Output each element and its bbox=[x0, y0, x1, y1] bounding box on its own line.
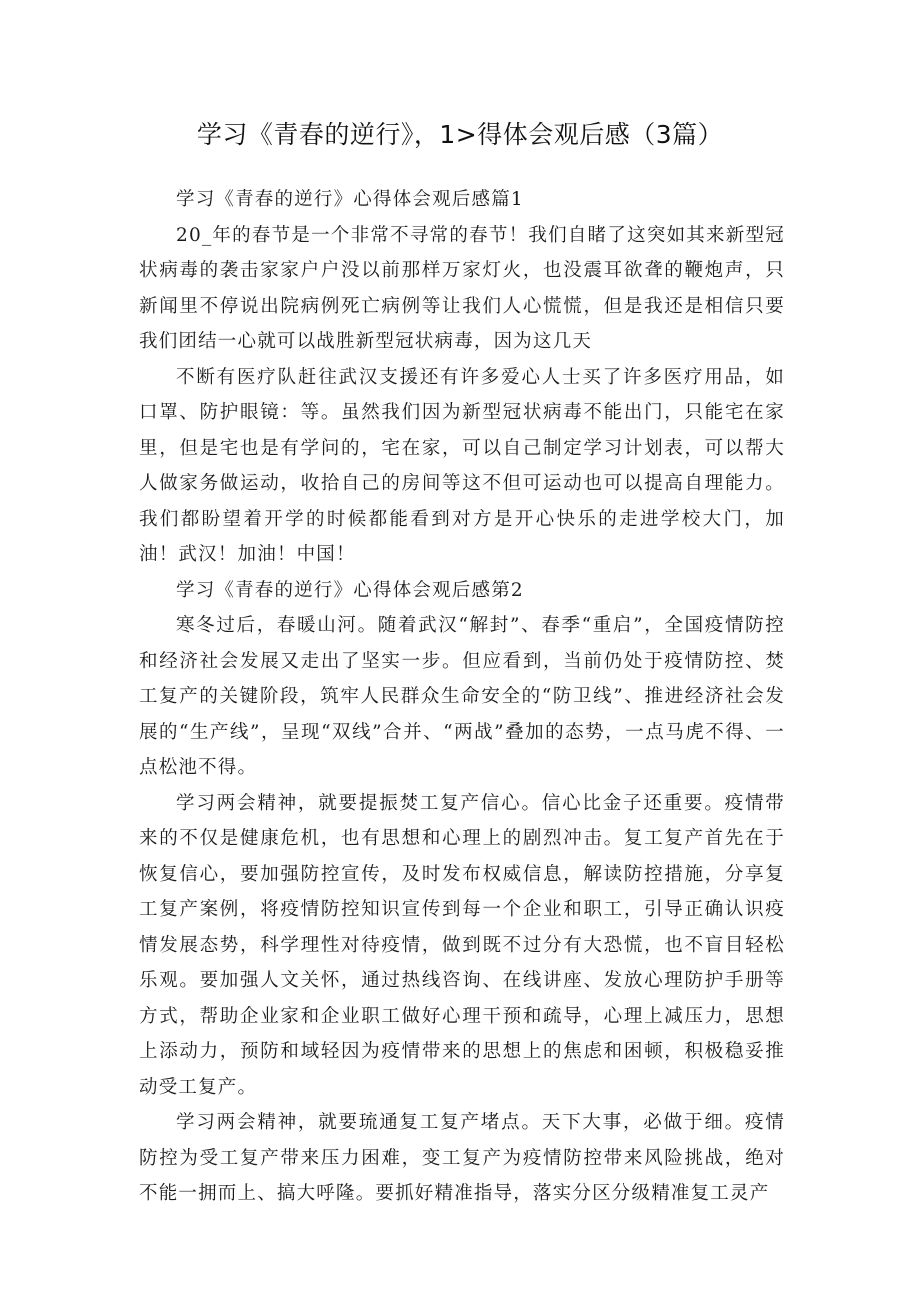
body-paragraph: 学习两会精神，就要琉通复工复产堵点。天下大事，必做于细。疫情防控为受工复产带来压力困难，变工复产为疫情防控带来风险挑战，绝对不能一拥而上、搞大呼隆。要抓好精准指导，落实分区分级精准复工灵产 bbox=[139, 1112, 785, 1204]
body-paragraph: 不断有医疗队赶往武汉支援还有许多爱心人士买了许多医疗用品，如口罩、防护眼镜：等。虽然我们因为新型冠状病毒不能出门，只能宅在家里，但是宅也是有学问的，宅在家，可以自己制定学习计划表，可以帮大人做家务做运动，收拾自己的房间等这不但可运动也可以提高自理能力。我们都盼望着开学的时候都能看到对方是开心快乐的走进学校大门，加油！武汉！加油！中国！ bbox=[139, 366, 785, 565]
section-heading-2: 学习《青春的逆行》心得体会观后感第2 bbox=[176, 579, 524, 601]
document-body bbox=[139, 182, 785, 1212]
body-paragraph: 寒冬过后，春暖山河。随着武汉“解封”、春季“重启”，全国疫情防控和经济社会发展又走出了坚实一步。但应看到，当前仍处于疫情防控、焚工复产的关键阶段，筑牢人民群众生命安全的“防卫线”、推进经济社会发展的“生产线”，呈现“双线”合并、“两战”叠加的态势，一点马虎不得、一点松池不得。 bbox=[139, 615, 785, 778]
body-paragraph: 20_年的春节是一个非常不寻常的春节！我们自睹了这突如其来新型冠状病毒的袭击家家户户没以前那样万家灯火，也没震耳欲聋的鞭炮声，只新闻里不停说出院病例死亡病例等让我们人心慌慌，但是我还是相信只要我们团结一心就可以战胜新型冠状病毒，因为这几天 bbox=[139, 224, 785, 352]
document-title: 学习《青春的逆行》，1>得体会观后感（3篇） bbox=[196, 120, 724, 149]
section-heading-1: 学习《青春的逆行》心得体会观后感篇1 bbox=[176, 189, 524, 210]
body-paragraph: 学习两会精神，就要提振焚工复产信心。信心比金子还重要。疫情带来的不仅是健康危机，也有思想和心理上的剧烈冲击。复工复产首先在于恢复信心，要加强防控宣传，及时发布权威信息，解读防控措施，分享复工复产案例，将疫情防控知识宣传到每一个企业和职工，引导正确认识疫情发展态势，科学理性对待疫情，做到既不过分有大恐慌，也不盲目轻松乐观。要加强人文关怀，通过热线咨询、在线讲座、发放心理防护手册等方式，帮助企业家和企业职工做好心理干预和疏导，心理上减压力，思想上添动力，预防和域轻因为疫情带来的思想上的焦虑和困顿，积极稳妥推动受工复产。 bbox=[139, 792, 785, 1098]
